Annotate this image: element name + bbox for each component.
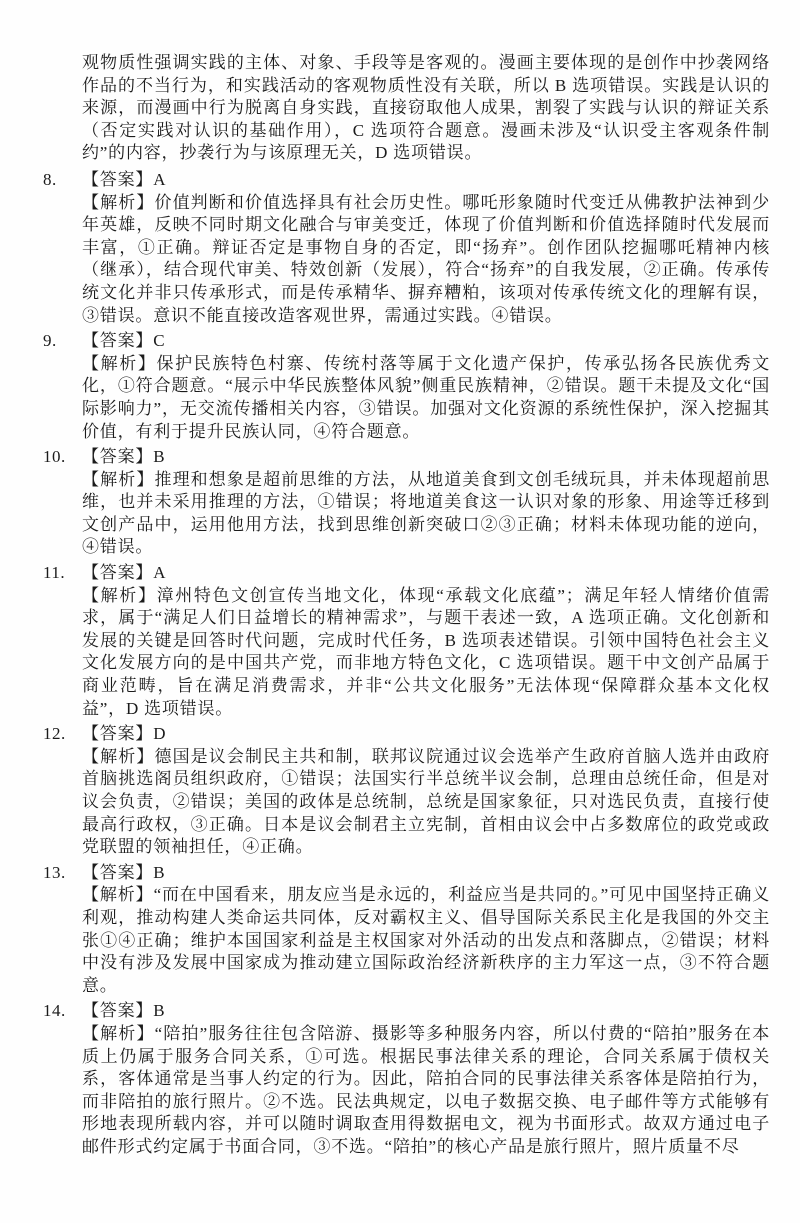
- analysis-paragraph: [82, 353, 770, 443]
- answer-item-14: [43, 1000, 770, 1158]
- answer-line: [82, 723, 770, 746]
- answer-item-13: [43, 862, 770, 998]
- item-number: 11.: [43, 563, 66, 583]
- answer-label: 【答案】: [82, 1001, 154, 1021]
- answer-item-12: [43, 723, 770, 859]
- answer-label: 【答案】: [82, 724, 154, 744]
- analysis-text: 价值判断和价值选择具有社会历史性。哪吒形象随时代变迁从佛教护法神到少年英雄，反映不同时期文化融合与审美变迁，体现了价值判断和价值选择随时代发展而丰富，①正确。辩证否定是事物自身的否定，即“扬弃”。创作团队挖掘哪吒精神内核（继承），结合现代审美、特效创新（发展），符合“扬弃”的自我发展，②正确。传承传统文化并非只传承形式，而是传承精华、摒弃糟粕，该项对传承传统文化的理解有误，③错误。意识不能直接改造客观世界，需通过实践。④错误。: [82, 192, 770, 325]
- item-number: 14.: [43, 1001, 66, 1021]
- item-body: [82, 1000, 770, 1158]
- answer-label: 【答案】: [82, 331, 154, 351]
- item-body: [82, 330, 770, 443]
- answer-line: [82, 446, 770, 469]
- answer-line: [82, 1000, 770, 1023]
- answer-value: B: [153, 447, 166, 467]
- answer-value: A: [153, 563, 167, 583]
- answer-line: [82, 169, 770, 192]
- answer-value: B: [153, 1001, 166, 1021]
- analysis-paragraph: [82, 585, 770, 721]
- item-body: [82, 169, 770, 327]
- answer-item-8: [43, 169, 770, 327]
- analysis-label: 【解析】: [82, 1023, 155, 1043]
- analysis-paragraph: [82, 746, 770, 859]
- analysis-text: 保护民族特色村寨、传统村落等属于文化遗产保护，传承弘扬各民族优秀文化，①符合题意。“展示中华民族整体风貌”侧重民族精神，②错误。题干未提及文化“国际影响力”，无交流传播相关内容，③错误。加强对文化资源的系统性保护，深入挖掘其价值，有利于提升民族认同，④符合题意。: [82, 353, 770, 441]
- analysis-label: 【解析】: [82, 885, 154, 905]
- item-body: [82, 723, 770, 859]
- item-body: [82, 862, 770, 998]
- analysis-text: “而在中国看来，朋友应当是永远的，利益应当是共同的。”可见中国坚持正确义利观，推动构建人类命运共同体，反对霸权主义、倡导国际关系民主化是我国的外交主张①④正确；维护本国国家利益是主权国家对外活动的出发点和落脚点，②错误；材料中没有涉及发展中国家成为推动建立国际政治经济新秩序的主力军这一点，③不符合题意。: [82, 885, 771, 995]
- analysis-label: 【解析】: [82, 585, 157, 605]
- analysis-text: 推理和想象是超前思维的方法，从地道美食到文创毛绒玩具，并未体现超前思维，也并未采用推理的方法，①错误；将地道美食这一认识对象的形象、用途等迁移到文创产品中，运用他用方法，找到思维创新突破口②③正确；材料未体现功能的逆向，④错误。: [82, 469, 770, 557]
- answer-item-10: [43, 446, 770, 559]
- analysis-paragraph: [82, 1023, 770, 1159]
- item-number: 9.: [43, 331, 57, 351]
- answer-label: 【答案】: [82, 862, 154, 882]
- answer-item-11: [43, 562, 770, 720]
- item-number: 10.: [43, 447, 66, 467]
- answer-line: [82, 862, 770, 885]
- answer-item-9: [43, 330, 770, 443]
- answer-label: 【答案】: [82, 447, 154, 467]
- answer-line: [82, 562, 770, 585]
- answer-label: 【答案】: [82, 563, 154, 583]
- item-body: [82, 446, 770, 559]
- analysis-paragraph: [82, 192, 770, 328]
- continuation-paragraph: 观物质性强调实践的主体、对象、手段等是客观的。漫画主要体现的是创作中抄袭网络作品的不当行为，和实践活动的客观物质性没有关联，所以 B 选项错误。实践是认识的来源，而漫画中行为脱离自身实践，直接窃取他人成果，割裂了实践与认识的辩证关系（否定实践对认识的基础作用），C 选项符合题意。漫画未涉及“认识受主客观条件制约”的内容，抄袭行为与该原理无关，D 选项错误。: [82, 53, 770, 163]
- answer-label: 【答案】: [82, 169, 154, 189]
- analysis-label: 【解析】: [82, 746, 155, 766]
- item-body: [82, 562, 770, 720]
- item-number: 13.: [43, 862, 66, 882]
- analysis-paragraph: [82, 884, 770, 997]
- analysis-text: 漳州特色文创宣传当地文化，体现“承载文化底蕴”；满足年轻人情绪价值需求，属于“满足人们日益增长的精神需求”，与题干表述一致，A 选项正确。文化创新和发展的关键是回答时代问题，完成时代任务，B 选项表述错误。引领中国特色社会主义文化发展方向的是中国共产党，而非地方特色文化，C 选项错误。题干中文创产品属于商业范畴，旨在满足消费需求，并非“公共文化服务”无法体现“保障群众基本文化权益”，D 选项错误。: [82, 585, 770, 718]
- analysis-paragraph: [82, 469, 770, 559]
- answer-value: B: [153, 862, 166, 882]
- item-number: 12.: [43, 724, 66, 744]
- analysis-label: 【解析】: [82, 353, 157, 373]
- answer-value: A: [153, 169, 167, 189]
- analysis-text: 德国是议会制民主共和制，联邦议院通过议会选举产生政府首脑人选并由政府首脑挑选阁员组织政府，①错误；法国实行半总统半议会制，总理由总统任命，但是对议会负责，②错误；美国的政体是总统制，总统是国家象征，只对选民负责，直接行使最高行政权，③正确。日本是议会制君主立宪制，首相由议会中占多数席位的政党或政党联盟的领袖担任，④正确。: [82, 746, 770, 857]
- analysis-label: 【解析】: [82, 192, 155, 212]
- analysis-label: 【解析】: [82, 469, 155, 489]
- item-number: 8.: [43, 169, 57, 189]
- answer-value: D: [153, 724, 167, 744]
- answer-value: C: [153, 331, 166, 351]
- analysis-text: “陪拍”服务往往包含陪游、摄影等多种服务内容，所以付费的“陪拍”服务在本质上仍属于服务合同关系，①可选。根据民事法律关系的理论，合同关系属于债权关系，客体通常是当事人约定的行为。因此，陪拍合同的民事法律关系客体是陪拍行为，而非陪拍的旅行照片。②不选。民法典规定，以电子数据交换、电子邮件等方式能够有形地表现所载内容，并可以随时调取查用得数据电文，视为书面形式。故双方通过电子邮件形式约定属于书面合同，③不选。“陪拍”的核心产品是旅行照片，照片质量不尽: [82, 1023, 771, 1156]
- answer-line: [82, 330, 770, 353]
